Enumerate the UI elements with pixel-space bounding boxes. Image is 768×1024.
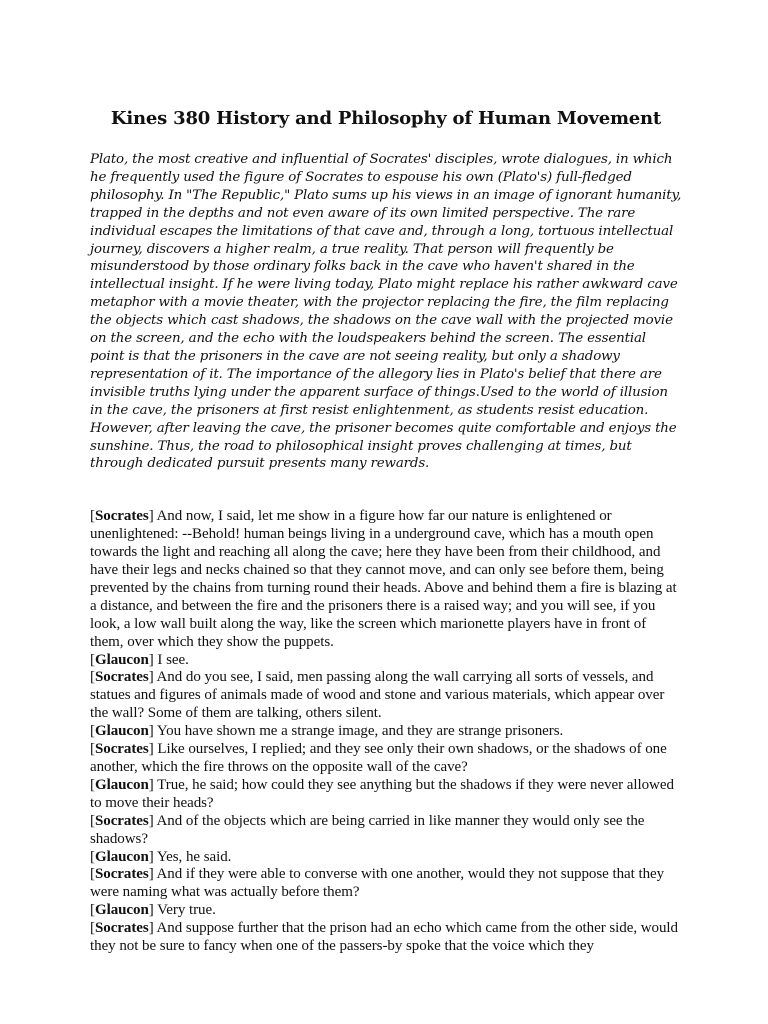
dialogue-text: Yes, he said. bbox=[153, 848, 232, 865]
speaker-name: Socrates bbox=[94, 741, 149, 758]
dialogue-text: And do you see, I said, men passing along the wall carrying all sorts of vessels, and statues and figures of animals made of wood and stone and various materials, which appear over the wall? Some of them are talking, others silent. bbox=[90, 669, 665, 722]
speaker-name: Glaucon bbox=[94, 723, 149, 740]
dialogue-line: [Glaucon] Very true. bbox=[90, 902, 216, 919]
speaker-name: Socrates bbox=[94, 812, 149, 829]
dialogue-line: [Socrates] And now, I said, let me show in a figure how far our nature is enlightened or unenlightened: --Behold! human beings living in a underground cave, which has a mouth open towards the light and reaching all along the cave; here they have been from their childhood, and have their legs and necks chained so that they cannot move, and can only see before them, being prevented by the chains from turning round their heads. Above and behind them a fire is blazing at a distance, and between the fire and the prisoners there is a raised way; and you will see, if you look, a low wall built along the way, like the screen which marionette players have in front of them, over which they show the puppets. bbox=[90, 508, 677, 650]
dialogue-text: True, he said; how could they see anything but the shadows if they were never allowed to move their heads? bbox=[90, 776, 674, 811]
speaker-name: Socrates bbox=[94, 508, 149, 525]
dialogue-line: [Glaucon] You have shown me a strange image, and they are strange prisoners. bbox=[90, 723, 564, 740]
dialogue-line: [Glaucon] I see. bbox=[90, 651, 189, 668]
dialogue-line: [Socrates] And if they were able to converse with one another, would they not suppose that they were naming what was actually before them? bbox=[90, 866, 665, 901]
dialogue-text: And of the objects which are being carried in like manner they would only see the shadows? bbox=[90, 812, 645, 847]
speaker-name: Socrates bbox=[94, 866, 149, 883]
document-page bbox=[90, 108, 682, 956]
dialogue-line: [Socrates] And of the objects which are being carried in like manner they would only see the shadows? bbox=[90, 812, 645, 847]
dialogue-line: [Glaucon] True, he said; how could they see anything but the shadows if they were never allowed to move their heads? bbox=[90, 776, 674, 811]
speaker-name: Glaucon bbox=[94, 902, 149, 919]
dialogue-text: And suppose further that the prison had an echo which came from the other side, would they not be sure to fancy when one of the passers-by spoke that the voice which they bbox=[90, 920, 678, 955]
dialogue-text: I see. bbox=[153, 651, 189, 668]
dialogue-line: [Socrates] And do you see, I said, men passing along the wall carrying all sorts of vessels, and statues and figures of animals made of wood and stone and various materials, which appear over the wall? Some of them are talking, others silent. bbox=[90, 669, 665, 722]
dialogue-line: [Glaucon] Yes, he said. bbox=[90, 848, 232, 865]
speaker-name: Glaucon bbox=[94, 651, 149, 668]
intro-paragraph: Plato, the most creative and influential of Socrates' disciples, wrote dialogues, in which he frequently used the figure of Socrates to espouse his own (Plato's) full-fledged philosophy. In "The Republic," Plato sums up his views in an image of ignorant humanity, trapped in the depths and not even aware of its own limited perspective. The rare individual escapes the limitations of that cave and, through a long, tortuous intellectual journey, discovers a higher realm, a true reality. That person will frequently be misunderstood by those ordinary folks back in the cave who haven't shared in the intellectual insight. If he were living today, Plato might replace his rather awkward cave metaphor with a movie theater, with the projector replacing the fire, the film replacing the objects which cast shadows, the shadows on the cave wall with the projected movie on the screen, and the echo with the loudspeakers behind the screen. The essential point is that the prisoners in the cave are not seeing reality, but only a shadowy representation of it. The importance of the allegory lies in Plato's belief that there are invisible truths lying under the apparent surface of things.Used to the world of illusion in the cave, the prisoners at first resist enlightenment, as students resist education. However, after leaving the cave, the prisoner becomes quite comfortable and enjoys the sunshine. Thus, the road to philosophical insight proves challenging at times, but through dedicated pursuit presents many rewards. bbox=[90, 152, 682, 472]
document-title: Kines 380 History and Philosophy of Human Movement bbox=[110, 108, 662, 129]
speaker-name: Glaucon bbox=[94, 776, 149, 793]
dialogue-line: [Socrates] Like ourselves, I replied; and they see only their own shadows, or the shadows of one another, which the fire throws on the opposite wall of the cave? bbox=[90, 741, 667, 775]
speaker-name: Socrates bbox=[94, 669, 149, 686]
dialogue-text: You have shown me a strange image, and they are strange prisoners. bbox=[153, 723, 564, 740]
dialogue-text: And now, I said, let me show in a figure how far our nature is enlightened or unenlightened: --Behold! human beings living in a underground cave, which has a mouth open towards the light and reaching all along the cave; here they have been from their childhood, and have their legs and necks chained so that they cannot move, and can only see before them, being prevented by the chains from turning round their heads. Above and behind them a fire is blazing at a distance, and between the fire and the prisoners there is a raised way; and you will see, if you look, a low wall built along the way, like the screen which marionette players have in front of them, over which they show the puppets. bbox=[90, 508, 677, 650]
dialogue-text: Very true. bbox=[153, 902, 216, 919]
dialogue-section bbox=[90, 508, 682, 956]
speaker-name: Socrates bbox=[94, 920, 149, 937]
dialogue-line: [Socrates] And suppose further that the prison had an echo which came from the other side, would they not be sure to fancy when one of the passers-by spoke that the voice which they bbox=[90, 920, 678, 955]
speaker-name: Glaucon bbox=[94, 848, 149, 865]
dialogue-text: And if they were able to converse with one another, would they not suppose that they were naming what was actually before them? bbox=[90, 866, 665, 901]
dialogue-text: Like ourselves, I replied; and they see only their own shadows, or the shadows of one another, which the fire throws on the opposite wall of the cave? bbox=[90, 741, 667, 775]
